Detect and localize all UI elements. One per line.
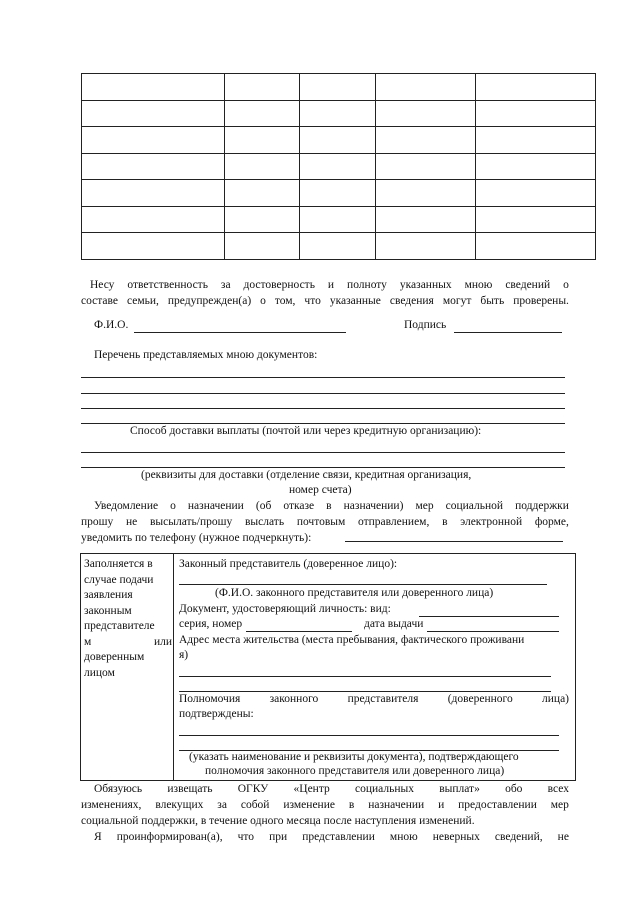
address-field-2[interactable] <box>179 691 551 692</box>
table-cell[interactable] <box>225 153 300 180</box>
table-cell[interactable] <box>82 206 225 233</box>
table-cell[interactable] <box>376 180 476 207</box>
table-row <box>82 100 596 127</box>
table-cell[interactable] <box>476 233 596 260</box>
notification-line-1: Уведомление о назначении (об отказе в назначении) мер социальной поддержки <box>94 500 569 512</box>
table-cell[interactable] <box>476 153 596 180</box>
documents-line-2[interactable] <box>81 393 565 394</box>
table-cell[interactable] <box>82 180 225 207</box>
table-cell[interactable] <box>476 206 596 233</box>
table-cell[interactable] <box>300 74 376 101</box>
table-cell[interactable] <box>376 74 476 101</box>
authority-line-1: Полномочия законного представителя (доверенного лица) <box>179 693 569 705</box>
documents-line-1[interactable] <box>81 377 565 378</box>
responsibility-line-1: Несу ответственность за достоверность и полноту указанных мною сведений о <box>90 279 569 291</box>
table-cell[interactable] <box>225 180 300 207</box>
authority-caption-2: полномочия законного представителя или доверенного лица) <box>205 765 505 777</box>
table-cell[interactable] <box>225 127 300 154</box>
issue-date-field[interactable] <box>427 631 559 632</box>
fio-label: Ф.И.О. <box>94 319 129 331</box>
table-row <box>82 127 596 154</box>
table-cell[interactable] <box>476 100 596 127</box>
documents-line-4[interactable] <box>81 423 565 424</box>
notification-line-2: прошу не высылать/прошу выслать почтовым отправлением, в электронной форме, <box>81 516 569 528</box>
table-cell[interactable] <box>225 206 300 233</box>
notification-field[interactable] <box>345 541 563 542</box>
delivery-label: Способ доставки выплаты (почтой или через кредитную организацию): <box>130 425 482 437</box>
notification-paragraph <box>81 498 569 546</box>
table-cell[interactable] <box>300 233 376 260</box>
id-doc-label: Документ, удостоверяющий личность: вид: <box>179 603 391 615</box>
rep-label: Законный представитель (доверенное лицо): <box>179 558 398 570</box>
table-row <box>82 74 596 101</box>
fio-field[interactable] <box>134 332 346 333</box>
notification-line-3: уведомить по телефону (нужное подчеркнуть): <box>81 532 312 544</box>
table-row <box>82 180 596 207</box>
table-cell[interactable] <box>476 74 596 101</box>
rep-name-field[interactable] <box>179 584 547 585</box>
authority-line-2: подтверждены: <box>179 708 254 720</box>
signature-label: Подпись <box>404 319 447 331</box>
table-cell[interactable] <box>376 100 476 127</box>
table-cell[interactable] <box>82 233 225 260</box>
obligation-line-2: изменениях, влекущих за собой изменение в назначении и предоставлении мер <box>81 799 569 811</box>
issue-date-label: дата выдачи <box>364 618 424 630</box>
delivery-line-1[interactable] <box>81 452 565 453</box>
table-cell[interactable] <box>376 127 476 154</box>
table-cell[interactable] <box>225 74 300 101</box>
table-cell[interactable] <box>376 206 476 233</box>
documents-line-3[interactable] <box>81 408 565 409</box>
informed-paragraph <box>81 829 569 845</box>
table-row <box>82 233 596 260</box>
representative-side-note: Заполняется в случае подачи заявления законным представителе м или доверенным лицом <box>84 558 172 679</box>
series-label: серия, номер <box>179 618 243 630</box>
table-cell[interactable] <box>376 153 476 180</box>
authority-field-1[interactable] <box>179 735 559 736</box>
table-cell[interactable] <box>300 127 376 154</box>
table-cell[interactable] <box>82 153 225 180</box>
table-cell[interactable] <box>82 100 225 127</box>
documents-label: Перечень представляемых мною документов: <box>94 349 318 361</box>
table-cell[interactable] <box>225 233 300 260</box>
delivery-line-2[interactable] <box>81 467 565 468</box>
table-cell[interactable] <box>300 206 376 233</box>
address-field-1[interactable] <box>179 676 551 677</box>
address-label-2: я) <box>179 649 189 661</box>
obligation-paragraph <box>81 781 569 829</box>
table-cell[interactable] <box>300 100 376 127</box>
authority-caption-1: (указать наименование и реквизиты документа), подтверждающего <box>189 751 519 763</box>
table-row <box>82 153 596 180</box>
family-composition-table <box>81 73 596 260</box>
table-cell[interactable] <box>82 127 225 154</box>
responsibility-paragraph <box>81 277 569 309</box>
table-row <box>82 206 596 233</box>
requisites-caption-2: номер счета) <box>289 484 352 496</box>
informed-line-1: Я проинформирован(а), что при представлении мною неверных сведений, не <box>94 831 569 843</box>
signature-field[interactable] <box>454 332 562 333</box>
table-cell[interactable] <box>300 180 376 207</box>
address-label-1: Адрес места жительства (места пребывания, фактического проживани <box>179 634 525 646</box>
table-cell[interactable] <box>476 127 596 154</box>
obligation-line-3: социальной поддержки, в течение одного месяца после наступления изменений. <box>81 815 475 827</box>
table-cell[interactable] <box>300 153 376 180</box>
requisites-caption-1: (реквизиты для доставки (отделение связи, кредитная организация, <box>141 469 472 481</box>
table-cell[interactable] <box>376 233 476 260</box>
id-doc-type-field[interactable] <box>419 616 559 617</box>
responsibility-line-2: составе семьи, предупрежден(а) о том, что указанные сведения могут быть проверены. <box>81 295 569 307</box>
representative-box <box>80 553 576 781</box>
rep-caption: (Ф.И.О. законного представителя или доверенного лица) <box>215 587 494 599</box>
table-cell[interactable] <box>476 180 596 207</box>
table-cell[interactable] <box>82 74 225 101</box>
obligation-line-1: Обязуюсь извещать ОГКУ «Центр социальных выплат» обо всех <box>94 783 569 795</box>
table-cell[interactable] <box>225 100 300 127</box>
series-field[interactable] <box>246 631 352 632</box>
